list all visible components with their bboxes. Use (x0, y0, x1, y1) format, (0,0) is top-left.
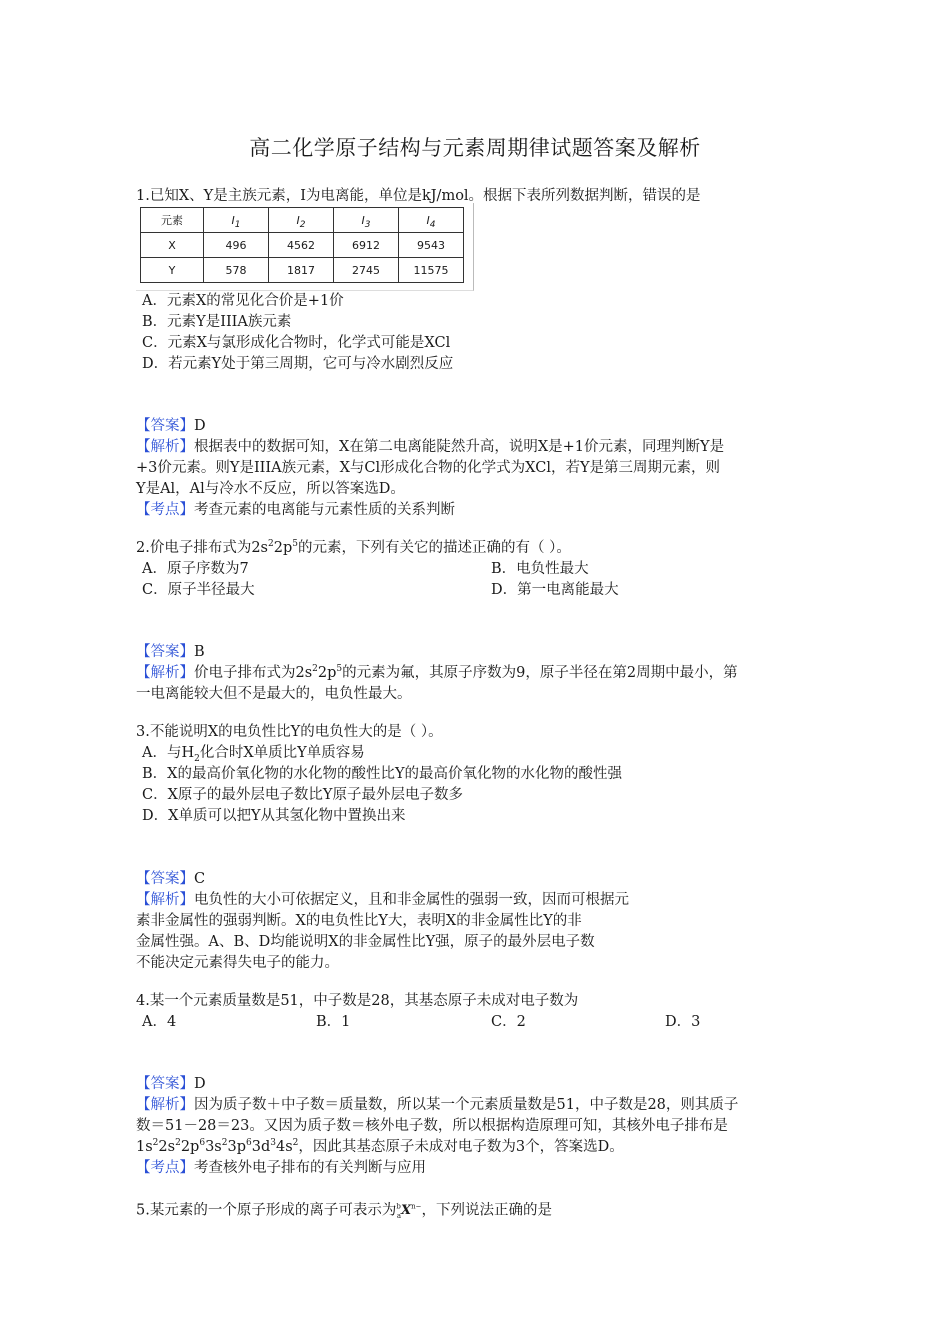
superscript: 2 (221, 1138, 228, 1149)
q1-option-d: D．若元素Y处于第三周期，它可与冷水剧烈反应 (142, 356, 454, 372)
isotope-notation (396, 1203, 421, 1218)
table-cell: 578 (204, 258, 269, 283)
analysis-tag: 【解析】 (136, 1097, 194, 1113)
q4-option-c: C．2 (491, 1014, 526, 1030)
q3-option-c: C．X原子的最外层电子数比Y原子最外层电子数多 (142, 787, 463, 803)
config-part: 2p (180, 1139, 200, 1155)
ion-index: 1 (234, 219, 241, 230)
answer-tag: 【答案】 (136, 871, 194, 887)
superscript: 2 (292, 1138, 299, 1149)
q1-answer (136, 416, 206, 436)
q2-stem-text: 的元素，下列有关它的描述正确的有（ ）。 (298, 540, 571, 556)
table-cell: 11575 (399, 258, 464, 283)
q3-analysis-line (136, 890, 629, 910)
table-header-cell (334, 208, 399, 233)
q5-stem-text: 5.某元素的一个原子形成的离子可表示为 (136, 1202, 397, 1219)
q4-analysis-line: 数＝51－28＝23。又因为质子数＝核外电子数，所以根据构造原理可知，其核外电子排布是 (136, 1118, 728, 1134)
ion-symbol: I (231, 213, 235, 227)
q2-analysis-line (136, 663, 738, 683)
q3-option-a (142, 743, 365, 763)
q3-answer (136, 869, 205, 889)
q2-option-b: B．电负性最大 (491, 561, 589, 577)
table-cell: 9543 (399, 233, 464, 258)
analysis-text: 价电子排布式为2s (194, 665, 313, 681)
q1-point (136, 500, 455, 520)
q4-answer (136, 1074, 206, 1094)
q2-answer (136, 642, 205, 662)
atomic-number: a (396, 1211, 402, 1220)
ion-index: 4 (429, 219, 436, 230)
q4-analysis-line (136, 1095, 738, 1115)
q1-option-a: A．元素X的常见化合价是+1价 (142, 293, 344, 309)
config-part: 3s (205, 1139, 222, 1155)
superscript: 2 (268, 539, 274, 550)
element-symbol: X (401, 1203, 412, 1219)
analysis-tag: 【解析】 (136, 665, 194, 681)
answer-value: D (194, 1076, 206, 1092)
page-title: 高二化学原子结构与元素周期律试题答案及解析 (249, 136, 701, 160)
analysis-text: 根据表中的数据可知，X在第二电离能陡然升高，说明X是+1价元素，同理判断Y是 (194, 439, 725, 455)
analysis-text: 2p (317, 665, 337, 681)
ion-charge: n− (411, 1203, 422, 1211)
q3-option-b: B．X的最高价氧化物的水化物的酸性比Y的最高价氧化物的水化物的酸性强 (142, 766, 623, 782)
answer-value: C (194, 871, 206, 887)
q3-analysis-line: 金属性强。A、B、D均能说明X的非金属性比Y强，原子的最外层电子数 (136, 934, 595, 950)
q4-option-a: A．4 (142, 1014, 177, 1030)
answer-tag: 【答案】 (136, 1076, 194, 1092)
table-cell: 2745 (334, 258, 399, 283)
superscript: 6 (199, 1138, 206, 1149)
ion-symbol: I (361, 213, 365, 227)
q1-option-b: B．元素Y是IIIA族元素 (142, 314, 292, 330)
analysis-text: 电负性的大小可依据定义，且和非金属性的强弱一致，因而可根据元 (194, 892, 629, 908)
ion-symbol: I (296, 213, 300, 227)
table-header-cell: 元素 (141, 208, 204, 233)
table-cell: 6912 (334, 233, 399, 258)
table-header-row (141, 208, 464, 233)
q3-analysis-line: 素非金属性的强弱判断。X的电负性比Y大，表明X的非金属性比Y的非 (136, 913, 582, 929)
superscript: 6 (245, 1138, 252, 1149)
table-header-cell (399, 208, 464, 233)
q5-stem-text: ，下列说法正确的是 (421, 1202, 552, 1219)
q2-stem-text: 2.价电子排布式为2s (136, 540, 269, 556)
table-row (141, 233, 464, 258)
answer-tag: 【答案】 (136, 644, 194, 660)
config-part: 2s (158, 1139, 176, 1155)
q1-analysis-line: Y是Al，Al与冷水不反应，所以答案选D。 (136, 481, 405, 497)
analysis-text: ，因此其基态原子未成对电子数为3个，答案选D。 (298, 1139, 624, 1155)
table-header-cell (269, 208, 334, 233)
q1-analysis-line (136, 437, 724, 457)
answer-tag: 【答案】 (136, 418, 194, 434)
answer-value: D (194, 418, 206, 434)
ion-index: 2 (299, 219, 306, 230)
table-row (141, 258, 464, 283)
option-text: 化合时X单质比Y单质容易 (199, 745, 365, 761)
q2-option-c: C．原子半径最大 (142, 582, 255, 598)
analysis-text: 因为质子数＋中子数＝质量数，所以某一个元素质量数是51，中子数是28，则其质子 (194, 1097, 739, 1113)
q4-analysis-line (136, 1137, 624, 1157)
ion-symbol: I (426, 213, 430, 227)
superscript: 2 (175, 1138, 181, 1149)
q2-analysis-line: 一电离能较大但不是最大的，电负性最大。 (136, 686, 412, 702)
superscript: 2 (312, 664, 318, 675)
analysis-text: 的元素为氟，其原子序数为9，原子半径在第2周期中最小，第 (342, 665, 738, 681)
superscript: 5 (336, 664, 343, 675)
config-part: 1s (136, 1139, 153, 1155)
analysis-tag: 【解析】 (136, 439, 194, 455)
option-text: A．与H (142, 745, 195, 761)
point-text: 考查元素的电离能与元素性质的关系判断 (194, 502, 455, 518)
point-tag: 【考点】 (136, 502, 194, 518)
q4-stem: 4.某一个元素质量数是51，中子数是28，其基态原子未成对电子数为 (136, 993, 579, 1009)
q2-stem-text: 2p (273, 540, 293, 556)
table-cell: X (141, 233, 204, 258)
answer-value: B (194, 644, 205, 660)
mass-number: b (396, 1203, 401, 1211)
superscript: 5 (292, 539, 298, 550)
q2-option-a: A．原子序数为7 (142, 561, 249, 577)
q1-option-c: C．元素X与氯形成化合物时，化学式可能是XCl (142, 335, 451, 351)
q4-point (136, 1158, 426, 1178)
q1-stem: 1.已知X、Y是主族元素，I为电离能，单位是kJ/mol。根据下表所列数据判断，错误的是 (136, 188, 701, 204)
table-cell: 4562 (269, 233, 334, 258)
config-part: 3d (251, 1139, 271, 1155)
q4-option-b: B．1 (316, 1014, 351, 1030)
table-cell: 1817 (269, 258, 334, 283)
ion-index: 3 (364, 219, 371, 230)
q3-option-d: D．X单质可以把Y从其氢化物中置换出来 (142, 808, 406, 824)
superscript: 3 (270, 1138, 276, 1149)
q4-option-d: D．3 (665, 1014, 701, 1030)
table-cell: Y (141, 258, 204, 283)
q1-analysis-line: +3价元素。则Y是IIIA族元素，X与Cl形成化合物的化学式为XCl，若Y是第三周期元素，则 (136, 460, 721, 476)
ionization-table (140, 207, 464, 283)
table-cell: 496 (204, 233, 269, 258)
point-tag: 【考点】 (136, 1160, 194, 1176)
q3-stem: 3.不能说明X的电负性比Y的电负性大的是（ ）。 (136, 724, 443, 740)
analysis-tag: 【解析】 (136, 892, 194, 908)
subscript: 2 (194, 753, 200, 764)
config-part: 3p (227, 1139, 246, 1155)
config-part: 4s (275, 1139, 293, 1155)
point-text: 考查核外电子排布的有关判断与应用 (194, 1160, 426, 1176)
q5-stem (136, 1197, 552, 1226)
superscript: 2 (152, 1138, 159, 1149)
q3-analysis-line: 不能决定元素得失电子的能力。 (136, 955, 339, 971)
q2-option-d: D．第一电离能最大 (491, 582, 619, 598)
q2-stem (136, 538, 571, 558)
table-header-cell (204, 208, 269, 233)
